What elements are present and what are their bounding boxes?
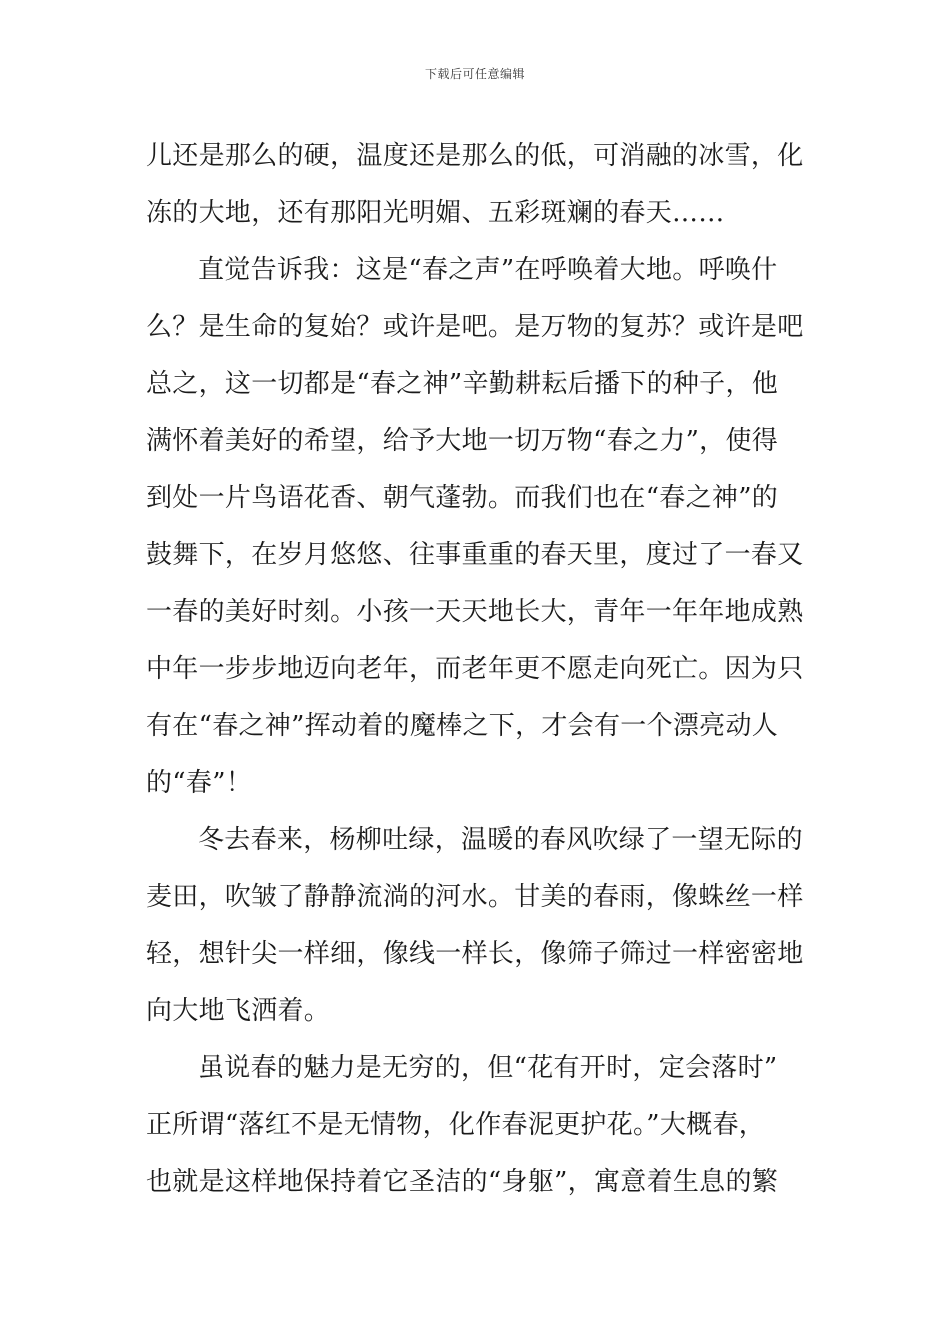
text-line: 向大地飞洒着。 [146,996,331,1026]
text-line: 儿还是那么的硬，温度还是那么的低，可消融的冰雪，化 [146,141,804,171]
text-line: 轻，想针尖一样细，像线一样长，像筛子筛过一样密密地 [146,939,804,969]
text-line: 的“春”！ [146,768,253,798]
page-header: 下载后可任意编辑 [424,67,525,81]
text-line: 麦田，吹皱了静静流淌的河水。甘美的春雨，像蛛丝一样 [146,882,804,912]
text-line: 也就是这样地保持着它圣洁的“身躯”，寓意着生息的繁 [146,1167,779,1197]
text-line: 冬去春来，杨柳吐绿，温暖的春风吹绿了一望无际的 [198,825,803,855]
text-line: 虽说春的魅力是无穷的，但“花有开时，定会落时” [198,1053,778,1083]
text-line: 有在“春之神”挥动着的魔棒之下，才会有一个漂亮动人 [146,711,779,741]
text-line: 到处一片鸟语花香、朝气蓬勃。而我们也在“春之神”的 [146,483,779,513]
text-line: 中年一步步地迈向老年，而老年更不愿走向死亡。因为只 [146,654,804,684]
text-line: 直觉告诉我：这是“春之声”在呼唤着大地。呼唤什 [198,255,778,285]
text-line: 么？是生命的复始？或许是吧。是万物的复苏？或许是吧 [146,312,804,342]
text-line: 满怀着美好的希望，给予大地一切万物“春之力”，使得 [146,426,779,456]
document-body [146,128,806,1211]
text-line: 冻的大地，还有那阳光明媚、五彩斑斓的春天…… [146,198,725,228]
text-line: 一春的美好时刻。小孩一天天地长大，青年一年年地成熟 [146,597,804,627]
text-line: 鼓舞下，在岁月悠悠、往事重重的春天里，度过了一春又 [146,540,804,570]
text-line: 总之，这一切都是“春之神”辛勤耕耘后播下的种子，他 [146,369,779,399]
text-line: 正所谓“落红不是无情物，化作春泥更护花。”大概春， [146,1110,766,1140]
